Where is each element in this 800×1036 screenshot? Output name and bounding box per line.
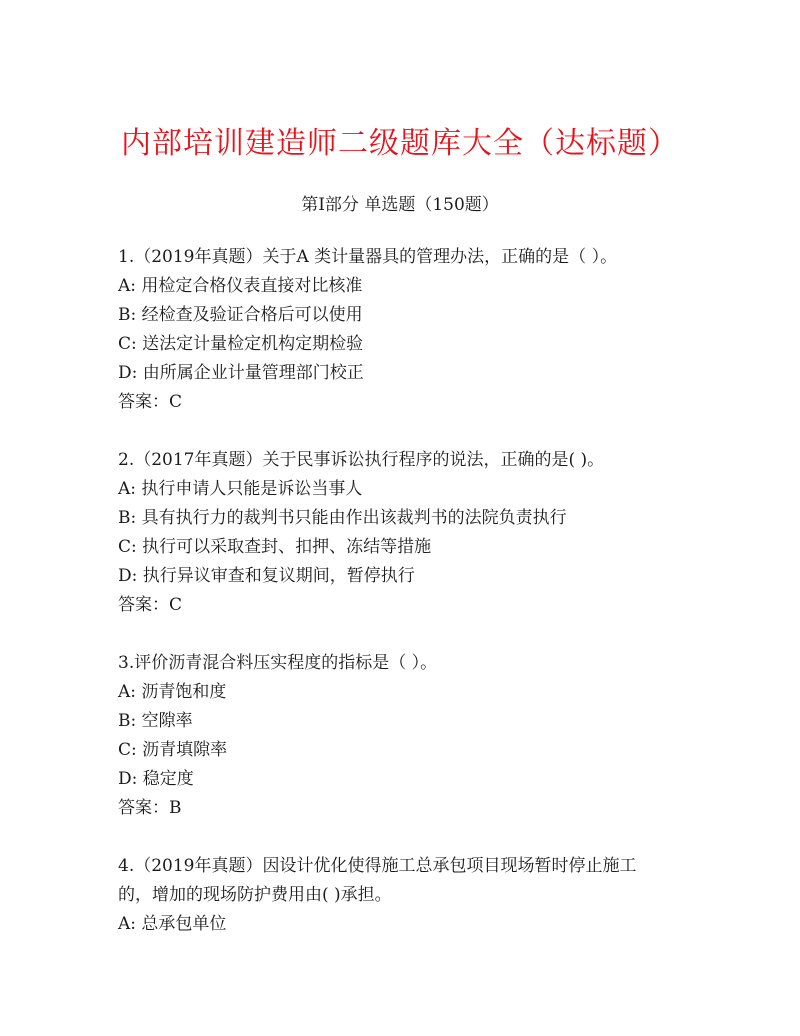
option-d: D: 执行异议审查和复议期间，暂停执行 — [118, 566, 415, 586]
section-title: 第I部分 单选题（150题） — [301, 195, 499, 215]
option-a: A: 总承包单位 — [118, 914, 227, 934]
document-title: 内部培训建造师二级题库大全（达标题） — [121, 126, 679, 161]
option-c: C: 送法定计量检定机构定期检验 — [118, 334, 364, 354]
question-stem: 3.评价沥青混合料压实程度的指标是（ ）。 — [118, 653, 438, 673]
option-b: B: 具有执行力的裁判书只能由作出该裁判书的法院负责执行 — [118, 508, 567, 528]
answer: 答案：C — [118, 595, 183, 615]
option-d: D: 由所属企业计量管理部门校正 — [118, 363, 364, 383]
question-stem-line-2: 的，增加的现场防护费用由( )承担。 — [118, 885, 392, 905]
option-a: A: 沥青饱和度 — [118, 682, 227, 702]
option-b: B: 空隙率 — [118, 711, 193, 731]
option-c: C: 沥青填隙率 — [118, 740, 228, 760]
question-stem-line-1: 4.（2019年真题）因设计优化使得施工总承包项目现场暂时停止施工 — [118, 856, 637, 876]
answer: 答案：C — [118, 392, 183, 412]
question-stem: 1.（2019年真题）关于A 类计量器具的管理办法，正确的是（ ）。 — [118, 247, 618, 267]
option-b: B: 经检查及验证合格后可以使用 — [118, 305, 363, 325]
question-3 — [118, 649, 678, 823]
question-1 — [118, 243, 678, 417]
option-a: A: 用检定合格仪表直接对比核准 — [118, 276, 363, 296]
option-d: D: 稳定度 — [118, 769, 194, 789]
question-4 — [118, 852, 678, 939]
question-list — [118, 243, 678, 968]
answer: 答案：B — [118, 798, 182, 818]
question-stem: 2.（2017年真题）关于民事诉讼执行程序的说法，正确的是( )。 — [118, 450, 605, 470]
option-c: C: 执行可以采取查封、扣押、冻结等措施 — [118, 537, 432, 557]
option-a: A: 执行申请人只能是诉讼当事人 — [118, 479, 363, 499]
question-2 — [118, 446, 678, 620]
